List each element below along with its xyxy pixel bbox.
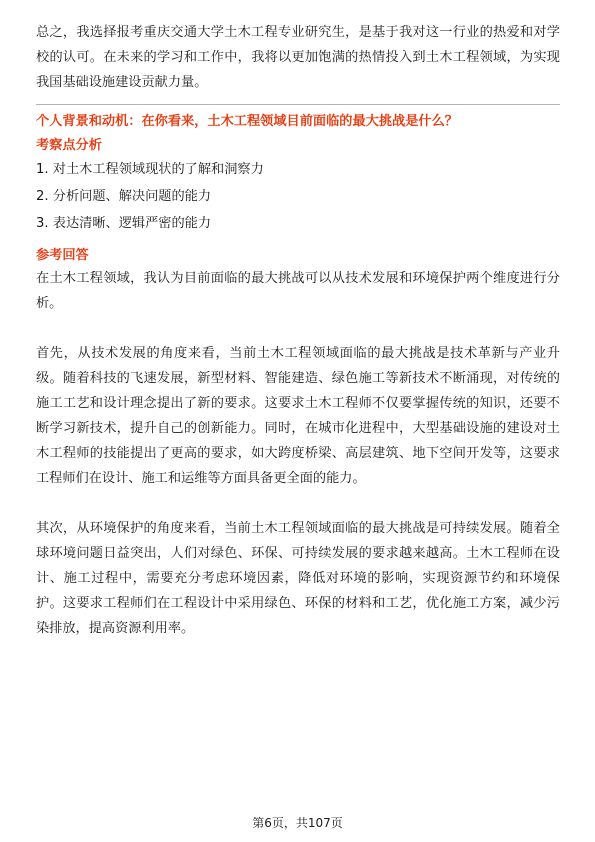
answer-paragraph: 在土木工程领域，我认为目前面临的最大挑战可以从技术发展和环境保护两个维度进行分析。 xyxy=(36,271,560,311)
paragraph-gap xyxy=(36,316,560,341)
answer-paragraph: 首先，从技术发展的角度来看，当前土木工程领域面临的最大挑战是技术革新与产业升级。随着科技的飞速发展，新型材料、智能建造、绿色施工等新技术不断涌现，对传统的施工工艺和设计理念提出了新的要求。这要求土木工程师不仅要掌握传统的知识，还要不断学习新技术，提升自己的创新能力。同时，在城市化进程中，大型基础设施的建设对土木工程师的技能提出了更高的要求，如大跨度桥梁、高层建筑、地下空间开发等，这要求工程师们在设计、施工和运维等方面具备更全面的能力。 xyxy=(36,346,560,486)
section-divider xyxy=(36,104,560,105)
analysis-point: 3. 表达清晰、逻辑严密的能力 xyxy=(36,216,212,231)
document-page xyxy=(36,20,560,641)
analysis-points xyxy=(36,156,560,237)
analysis-point: 1. 对土木工程领域现状的了解和洞察力 xyxy=(36,162,264,177)
interview-question: 个人背景和动机：在你看来，土木工程领域目前面临的最大挑战是什么？ xyxy=(36,114,458,129)
answer-paragraph: 其次，从环境保护的角度来看，当前土木工程领域面临的最大挑战是可持续发展。随着全球环境问题日益突出，人们对绿色、环保、可持续发展的要求越来越高。土木工程师在设计、施工过程中，需要充分考虑环境因素，降低对环境的影响，实现资源节约和环境保护。这要求工程师们在工程设计中采用绿色、环保的材料和工艺，优化施工方案，减少污染排放，提高资源利用率。 xyxy=(36,521,560,636)
analysis-point: 2. 分析问题、解决问题的能力 xyxy=(36,189,212,204)
analysis-heading: 考察点分析 xyxy=(36,138,102,153)
answer-heading: 参考回答 xyxy=(36,248,89,263)
paragraph-gap xyxy=(36,491,560,516)
intro-paragraph: 总之，我选择报考重庆交通大学土木工程专业研究生，是基于我对这一行业的热爱和对学校的认可。在未来的学习和工作中，我将以更加饱满的热情投入到土木工程领域，为实现我国基础设施建设贡献力量。 xyxy=(36,25,560,90)
page-number: 第6页，共107页 xyxy=(252,816,343,830)
